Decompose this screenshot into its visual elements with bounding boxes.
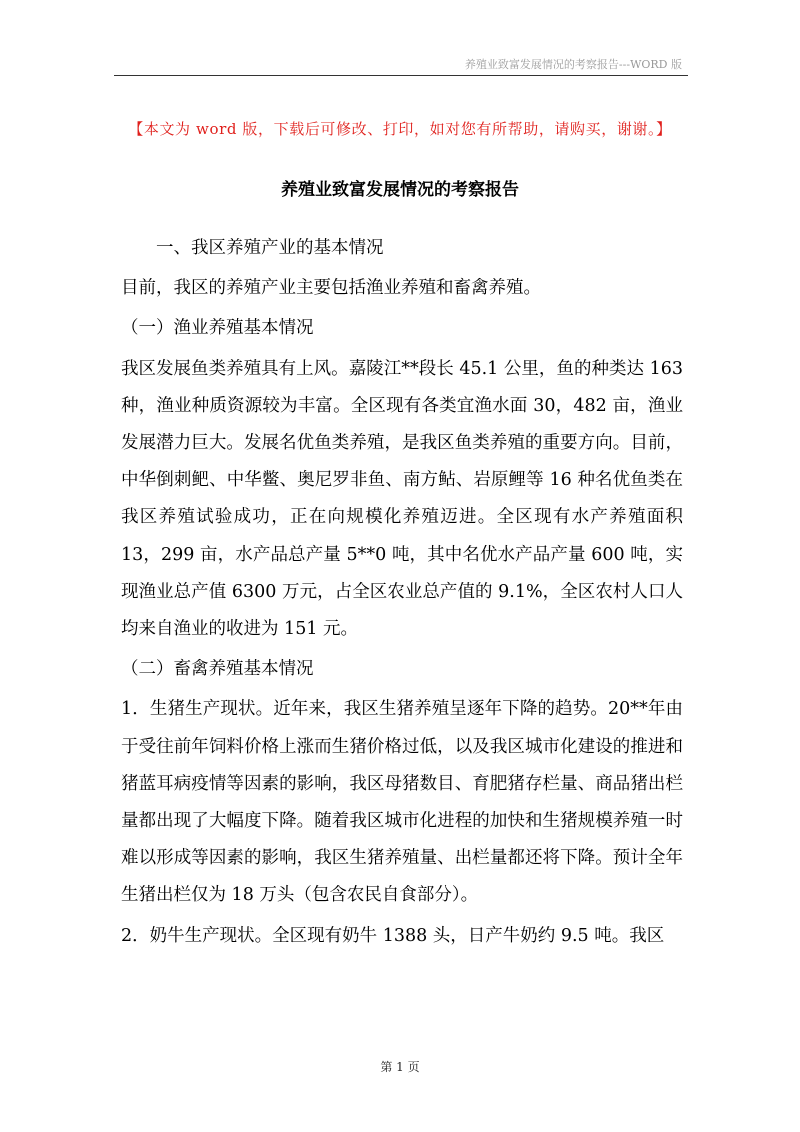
paragraph-dairy-production: 2．奶牛生产现状。全区现有奶牛 1388 头，日产牛奶约 9.5 吨。我区 xyxy=(121,925,665,946)
header-divider xyxy=(114,75,688,76)
section-heading-1: 一、我区养殖产业的基本情况 xyxy=(156,238,384,258)
paragraph-pig-production: 1．生猪生产现状。近年来，我区生猪养殖呈逐年下降的趋势。20**年由于受往前年饲料价格上涨而生猪价格过低，以及我区城市化建设的推进和猪蓝耳病疫情等因素的影响，我区母猪数目、育肥猪存栏量、商品猪出栏量都出现了大幅度下降。随着我区城市化进程的加快和生猪规模养殖一时难以形成等因素的影响，我区生猪养殖量、出栏量都还将下降。预计全年生猪出栏仅为 18 万头（包含农民自食部分）。 xyxy=(121,699,683,906)
running-header: 养殖业致富发展情况的考察报告---WORD 版 xyxy=(464,58,682,71)
document-body xyxy=(121,230,683,955)
subsection-heading-livestock: （二）畜禽养殖基本情况 xyxy=(121,659,314,680)
page-number: 第 1 页 xyxy=(380,1060,420,1074)
download-notice: 【本文为 word 版，下载后可修改、打印，如对您有所帮助，请购买，谢谢。】 xyxy=(128,120,672,138)
paragraph-fishery: 我区发展鱼类养殖具有上风。嘉陵江**段长 45.1 公里，鱼的种类达 163 种，渔业种质资源较为丰富。全区现有各类宜渔水面 30，482 亩，渔业发展潜力巨大。发展名优鱼类养殖，是我区鱼类养殖的重要方向。目前，中华倒刺鲃、中华鳖、奥尼罗非鱼、南方鲇、岩原鲤等 16 种名优鱼类在我区养殖试验成功，正在向规模化养殖迈进。全区现有水产养殖面积 13，299 亩，水产品总产量 5**0 吨，其中名优水产品产量 600 吨，实现渔业总产值 6300 万元，占全区农业总产值的 9.1%，全区农村人口人均来自渔业的收进为 151 元。 xyxy=(121,358,683,640)
subsection-heading-fishery: （一）渔业养殖基本情况 xyxy=(121,318,314,339)
paragraph-intro: 目前，我区的养殖产业主要包括渔业养殖和畜禽养殖。 xyxy=(121,278,541,299)
document-title: 养殖业致富发展情况的考察报告 xyxy=(281,180,519,200)
